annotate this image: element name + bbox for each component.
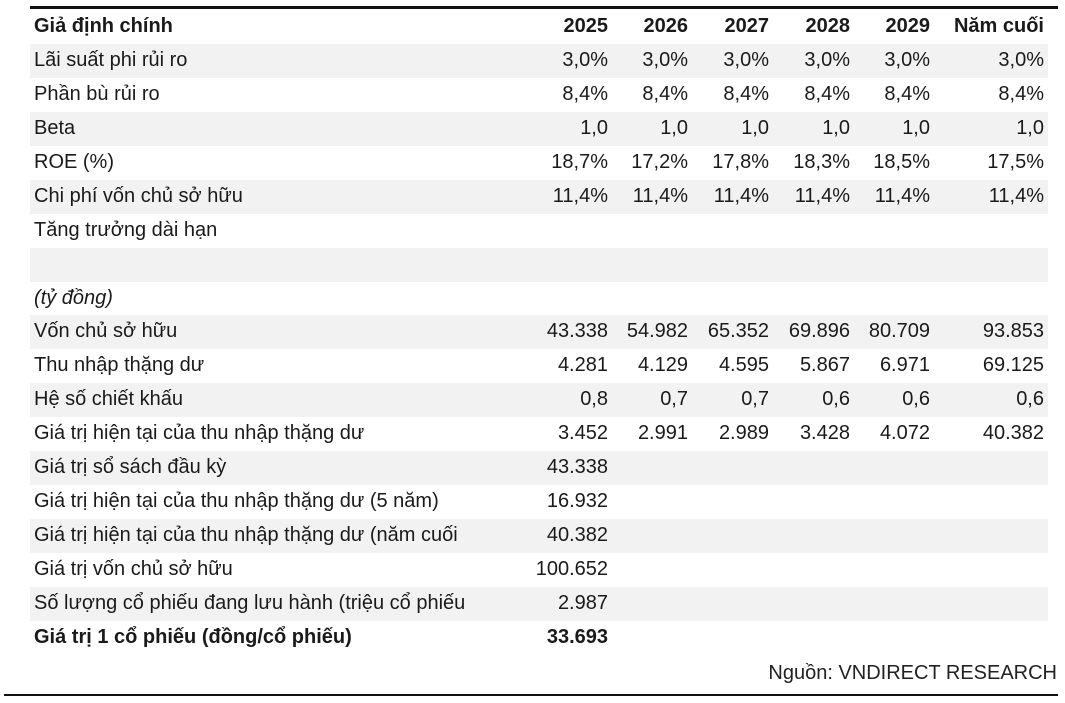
table-header-row [30, 10, 1048, 44]
cell: 8,4% [998, 82, 1044, 105]
header-label: Giả định chính [34, 15, 173, 37]
cell: 17,2% [631, 150, 688, 173]
table-row [30, 485, 1048, 519]
cell: 2.989 [718, 422, 769, 445]
row-label: Số lượng cổ phiếu đang lưu hành (triệu cổ phiếu [34, 591, 466, 614]
header-year: 2028 [805, 15, 850, 37]
cell: 43.338 [546, 320, 608, 343]
cell: 16.932 [546, 490, 608, 513]
cell: 18,3% [793, 150, 850, 173]
cell: 0,8 [580, 388, 608, 411]
header-year: 2027 [724, 15, 769, 37]
header-year: 2026 [643, 15, 688, 37]
cell: 2.991 [637, 422, 688, 445]
cell: 3,0% [723, 48, 769, 71]
cell: 0,6 [1016, 388, 1044, 411]
table-row [30, 112, 1048, 146]
row-label: Vốn chủ sở hữu [34, 320, 178, 343]
table-row [30, 180, 1048, 214]
row-label: Giá trị sổ sách đầu kỳ [34, 456, 227, 479]
row-label: Giá trị hiện tại của thu nhập thặng dư [34, 422, 365, 445]
table-top-rule [30, 6, 1058, 9]
cell: 93.853 [982, 320, 1044, 343]
cell: 18,7% [551, 150, 608, 173]
cell: 4.281 [557, 354, 608, 377]
table-row [30, 383, 1048, 417]
cell: 4.595 [718, 354, 769, 377]
table-row [30, 78, 1048, 112]
header-year: Năm cuối [953, 15, 1044, 37]
cell: 0,6 [902, 388, 930, 411]
cell: 4.072 [879, 422, 930, 445]
cell: 0,7 [660, 388, 688, 411]
cell: 8,4% [804, 82, 850, 105]
cell: 17,8% [712, 150, 769, 173]
cell: 17,5% [987, 150, 1044, 173]
cell: 1,0 [822, 116, 850, 139]
cell: 65.352 [707, 320, 769, 343]
table-row [30, 248, 1048, 282]
table-row [30, 214, 1048, 248]
cell: 3,0% [998, 48, 1044, 71]
cell: 11,4% [874, 184, 930, 207]
cell: 0,6 [822, 388, 850, 411]
table-row [30, 44, 1048, 78]
cell: 8,4% [642, 82, 688, 105]
cell: 8,4% [723, 82, 769, 105]
row-label: Thu nhập thặng dư [34, 354, 205, 377]
cell: 1,0 [580, 116, 608, 139]
cell: 3,0% [804, 48, 850, 71]
table-row [30, 451, 1048, 485]
cell: 3,0% [562, 48, 608, 71]
cell: 6.971 [879, 354, 930, 377]
header-year: 2029 [885, 15, 930, 37]
cell: 11,4% [713, 184, 769, 207]
cell: 11,4% [552, 184, 608, 207]
header-year: 2025 [563, 15, 608, 37]
cell: 3.452 [557, 422, 608, 445]
table-row [30, 553, 1048, 587]
cell: 69.125 [982, 354, 1044, 377]
table-bottom-rule [4, 694, 1058, 696]
table-row [30, 587, 1048, 621]
cell: 43.338 [546, 456, 608, 479]
row-label: Giá trị 1 cổ phiếu (đồng/cổ phiếu) [34, 625, 352, 648]
table-row [30, 621, 1048, 655]
cell: 11,4% [632, 184, 688, 207]
cell: 3,0% [642, 48, 688, 71]
table-row [30, 349, 1048, 383]
row-label: ROE (%) [34, 150, 114, 173]
row-label: Lãi suất phi rủi ro [34, 48, 188, 71]
row-label: Giá trị vốn chủ sở hữu [34, 558, 233, 580]
row-label: Phần bù rủi ro [34, 82, 160, 105]
cell: 40.382 [546, 524, 608, 547]
cell: 40.382 [982, 422, 1044, 445]
cell: 4.129 [637, 354, 688, 377]
cell: 33.693 [546, 625, 608, 648]
cell: 5.867 [799, 354, 850, 377]
table-row [30, 519, 1048, 553]
row-label: Giá trị hiện tại của thu nhập thặng dư (năm cuối [34, 524, 458, 547]
cell: 80.709 [868, 320, 930, 343]
unit-label: (tỷ đồng) [34, 286, 113, 309]
row-label: Hệ số chiết khấu [34, 388, 183, 411]
cell: 18,5% [873, 150, 930, 173]
cell: 69.896 [788, 320, 850, 343]
table-row [30, 417, 1048, 451]
table-row [30, 282, 1048, 316]
cell: 2.987 [557, 591, 608, 614]
cell: 100.652 [535, 558, 608, 580]
row-label: Chi phí vốn chủ sở hữu [34, 184, 243, 207]
table-row [30, 315, 1048, 349]
cell: 11,4% [988, 184, 1044, 207]
cell: 11,4% [794, 184, 850, 207]
cell: 1,0 [1016, 116, 1044, 139]
row-label: Beta [34, 116, 76, 139]
cell: 8,4% [884, 82, 930, 105]
cell: 3.428 [799, 422, 850, 445]
cell: 1,0 [741, 116, 769, 139]
cell: 3,0% [884, 48, 930, 71]
row-label: Giá trị hiện tại của thu nhập thặng dư (5 năm) [34, 490, 439, 513]
cell: 0,7 [741, 388, 769, 411]
cell: 8,4% [562, 82, 608, 105]
row-label: Tăng trưởng dài hạn [34, 218, 218, 241]
cell: 1,0 [660, 116, 688, 139]
table-row [30, 146, 1048, 180]
cell: 54.982 [626, 320, 688, 343]
valuation-table [30, 10, 1048, 655]
cell: 1,0 [902, 116, 930, 139]
source-note: Nguồn: VNDIRECT RESEARCH [768, 662, 1057, 684]
